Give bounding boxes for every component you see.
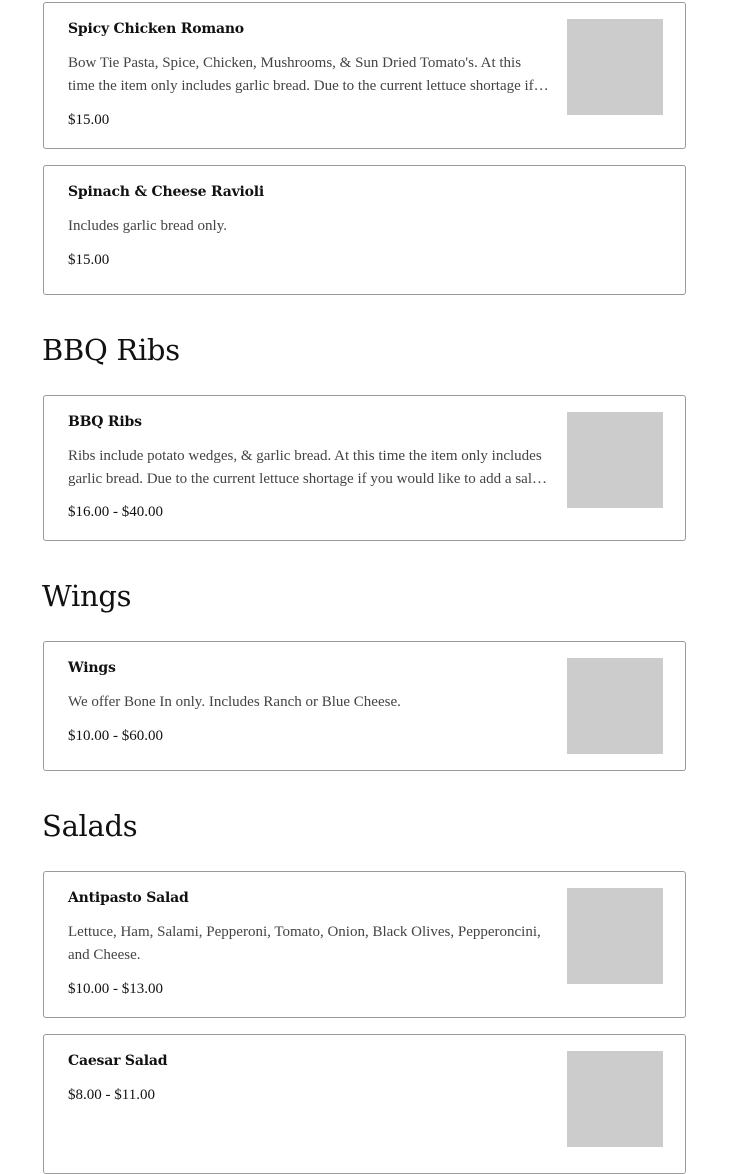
section-title-wings: Wings bbox=[42, 579, 132, 613]
section-title-salads: Salads bbox=[42, 809, 138, 843]
menu-item-name: Spinach & Cheese Ravioli bbox=[68, 184, 265, 200]
menu-item-name: Wings bbox=[68, 660, 116, 676]
menu-item-price: $8.00 - $11.00 bbox=[68, 1087, 155, 1103]
menu-item-description: Ribs include potato wedges, & garlic bread. At this time the item only includes garlic bread. Due to the current lettuce shortage if you would like to add a salad bbox=[68, 448, 547, 487]
menu-item-card-bbq-ribs[interactable] bbox=[43, 395, 686, 541]
menu-item-price: $15.00 bbox=[68, 252, 110, 268]
menu-item-description: Includes garlic bread only. bbox=[68, 218, 227, 234]
menu-item-name: Antipasto Salad bbox=[68, 890, 189, 906]
menu-item-image-placeholder bbox=[567, 888, 663, 984]
menu-item-name: Spicy Chicken Romano bbox=[68, 21, 244, 37]
menu-item-name: Caesar Salad bbox=[68, 1053, 168, 1069]
menu-item-name: BBQ Ribs bbox=[68, 414, 142, 430]
menu-item-description: Lettuce, Ham, Salami, Pepperoni, Tomato, Onion, Black Olives, Pepperoncini, and Cheese. bbox=[68, 924, 541, 963]
section-title-bbq-ribs: BBQ Ribs bbox=[42, 333, 180, 367]
menu-item-price: $15.00 bbox=[68, 112, 110, 128]
menu-item-image-placeholder bbox=[567, 19, 663, 115]
menu-item-description: Bow Tie Pasta, Spice, Chicken, Mushrooms, & Sun Dried Tomato's. At this time the item only includes garlic bread. Due to the current lettuce shortage if bbox=[68, 55, 534, 94]
menu-item-card-antipasto-salad[interactable] bbox=[43, 871, 686, 1018]
menu-item-card-spinach-cheese-ravioli[interactable] bbox=[43, 165, 686, 295]
menu-item-price: $10.00 - $60.00 bbox=[68, 728, 163, 744]
menu-item-price: $16.00 - $40.00 bbox=[68, 504, 163, 520]
menu-item-card-caesar-salad[interactable] bbox=[43, 1034, 686, 1174]
menu-item-image-placeholder bbox=[567, 658, 663, 754]
menu-item-description: We offer Bone In only. Includes Ranch or Blue Cheese. bbox=[68, 694, 401, 710]
menu-item-card-wings[interactable] bbox=[43, 641, 686, 771]
menu-item-card-spicy-chicken-romano[interactable] bbox=[43, 2, 686, 149]
menu-item-image-placeholder bbox=[567, 1051, 663, 1147]
menu-item-image-placeholder bbox=[567, 412, 663, 508]
menu-item-price: $10.00 - $13.00 bbox=[68, 981, 163, 997]
